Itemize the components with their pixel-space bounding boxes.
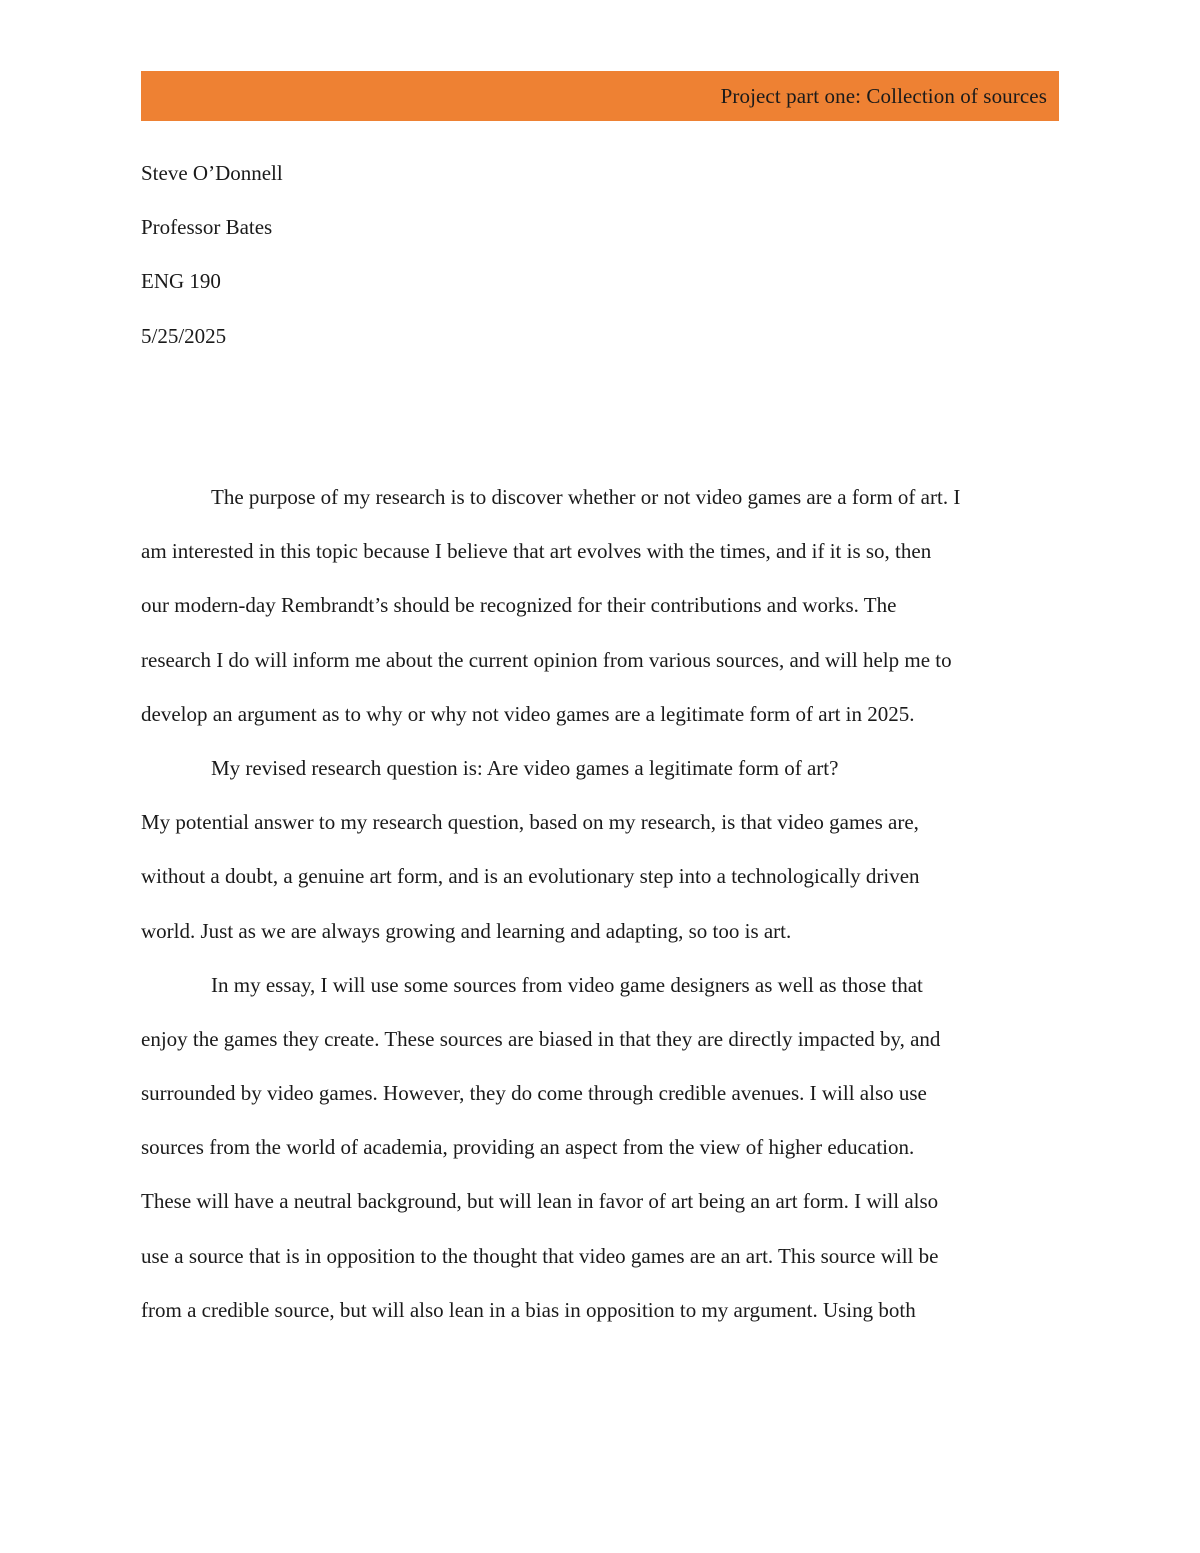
student-name: Steve O’Donnell — [141, 161, 283, 185]
course-code: ENG 190 — [141, 269, 221, 294]
body-line: The purpose of my research is to discover whether or not video games are a form of art. I — [211, 485, 961, 509]
body-line: use a source that is in opposition to the thought that video games are an art. This source will be — [141, 1243, 939, 1268]
essay-body — [141, 470, 1059, 1337]
body-line: These will have a neutral background, but will lean in favor of art being an art form. I will also — [141, 1189, 939, 1214]
body-line: our modern-day Rembrandt’s should be recognized for their contributions and works. The — [141, 593, 897, 618]
heading-block — [141, 146, 1059, 363]
body-line: My potential answer to my research question, based on my research, is that video games are, — [141, 810, 919, 835]
body-line: world. Just as we are always growing and learning and adapting, so too is art. — [141, 918, 792, 943]
header-title: Project part one: Collection of sources — [720, 83, 1047, 108]
document-date: 5/25/2025 — [141, 323, 227, 348]
body-line: research I do will inform me about the current opinion from various sources, and will help me to — [141, 647, 952, 672]
header-band — [141, 71, 1059, 121]
body-line: without a doubt, a genuine art form, and is an evolutionary step into a technologically driven — [141, 864, 920, 889]
body-line: am interested in this topic because I believe that art evolves with the times, and if it is so, then — [141, 539, 932, 564]
body-line: from a credible source, but will also lean in a bias in opposition to my argument. Using both — [141, 1297, 916, 1322]
body-line: My revised research question is: Are video games a legitimate form of art? — [211, 755, 839, 780]
body-line: In my essay, I will use some sources from video game designers as well as those that — [211, 972, 923, 997]
body-line: surrounded by video games. However, they do come through credible avenues. I will also use — [141, 1081, 927, 1106]
body-line: develop an argument as to why or why not video games are a legitimate form of art in 2025. — [141, 701, 915, 726]
body-line: sources from the world of academia, providing an aspect from the view of higher education. — [141, 1135, 915, 1160]
body-line: enjoy the games they create. These sources are biased in that they are directly impacted by, and — [141, 1026, 941, 1051]
professor-name: Professor Bates — [141, 215, 273, 240]
